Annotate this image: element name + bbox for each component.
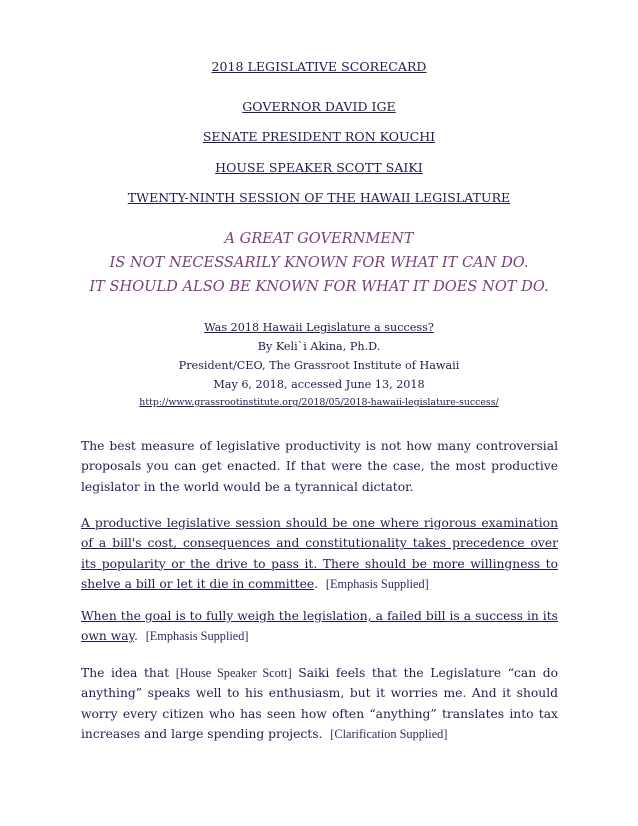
citation-url-link[interactable]: http://www.grassrootinstitute.org/2018/05/2018-hawaii-legislature-success/ [139,397,499,408]
scorecard-title: 2018 LEGISLATIVE SCORECARD [211,59,427,74]
governor-line: GOVERNOR DAVID IGE [242,99,396,114]
motto-line-3: IT SHOULD ALSO BE KNOWN FOR WHAT IT DOES NOT DO. [89,278,549,295]
motto-line-1: A GREAT GOVERNMENT [224,230,414,247]
citation-author: By Keli`i Akina, Ph.D. [257,340,381,353]
paragraph-4-bracket: [House Speaker Scott] [175,666,292,680]
paragraph-3-emphasis: When the goal is to fully weigh the legislation, a failed bill is a success in its own way [81,609,558,644]
motto-line-2: IS NOT NECESSARILY KNOWN FOR WHAT IT CAN DO. [109,254,529,271]
paragraph-4-body: Saiki feels that the Legislature “can do anything” speaks well to his enthusiasm, but it worries me. And it should worry every citizen who has seen how often “anything” translates into tax increases and large spending projects. [81,666,558,741]
senate-president-line: SENATE PRESIDENT RON KOUCHI [202,129,436,144]
paragraph-2 [81,513,558,594]
house-speaker-line: HOUSE SPEAKER SCOTT SAIKI [215,160,423,175]
citation-date: May 6, 2018, accessed June 13, 2018 [213,378,425,391]
paragraph-3 [81,606,558,647]
paragraph-2-note: [Emphasis Supplied] [325,576,429,591]
citation-title: Was 2018 Hawaii Legislature a success? [204,321,434,334]
paragraph-3-note: [Emphasis Supplied] [145,629,249,644]
paragraph-3-period: . [133,629,138,644]
paragraph-2-period: . [314,576,319,591]
paragraph-4 [81,663,558,744]
session-line: TWENTY-NINTH SESSION OF THE HAWAII LEGISLATURE [127,190,511,205]
paragraph-4-note: [Clarification Supplied] [330,726,448,741]
paragraph-1: The best measure of legislative productivity is not how many controversial proposals you can get enacted. If that were the case, the most productive legislator in the world would be a tyrannical dictator. [81,439,558,494]
paragraph-2-emphasis: A productive legislative session should be one where rigorous examination of a bill's cost, consequences and constitutionality takes precedence over its popularity or the drive to pass it. There should be more willingness to shelve a bill or let it die in committee [81,516,558,591]
citation-affiliation: President/CEO, The Grassroot Institute of Hawaii [178,359,460,372]
paragraph-4-start: The idea that [81,666,170,680]
